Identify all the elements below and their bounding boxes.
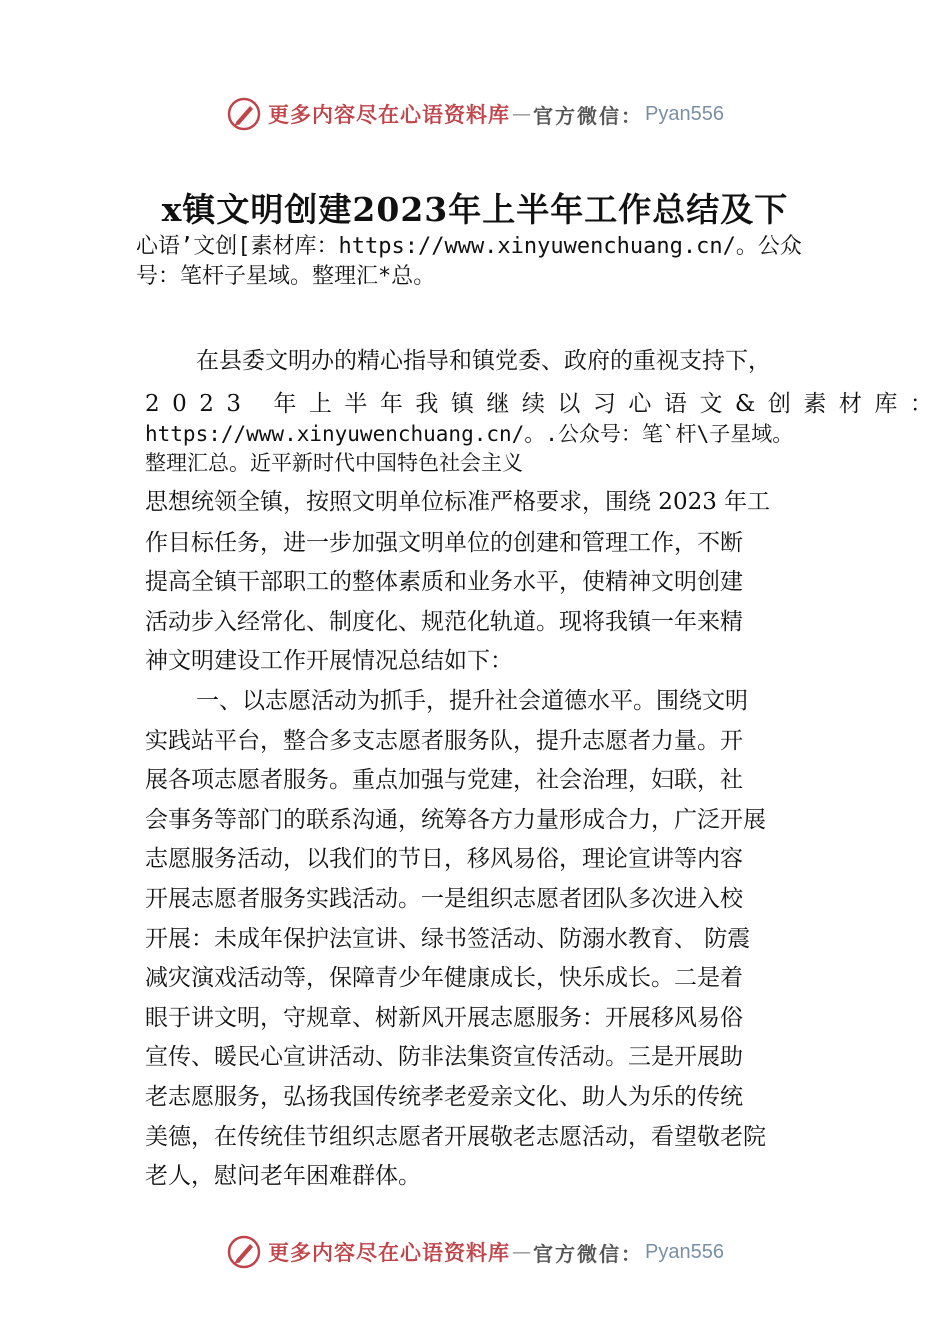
paragraph-line: 提高全镇干部职工的整体素质和业务水平，使精神文明创建 [145, 569, 743, 595]
paragraph-line: 展各项志愿者服务。重点加强与党建，社会治理，妇联，社 [145, 767, 743, 793]
paragraph-line: 实践站平台，整合多支志愿者服务队，提升志愿者力量。开 [145, 728, 743, 754]
paragraph-line: 作目标任务，进一步加强文明单位的创建和管理工作，不断 [145, 530, 743, 556]
banner-wechat-label: 官方微信： [533, 103, 644, 128]
banner-dash: — [512, 1241, 532, 1263]
paragraph-line: 开展志愿者服务实践活动。一是组织志愿者团队多次进入校 [145, 886, 743, 912]
paragraph-line: https://www.xinyuwenchuang.cn/。.公众号：笔`杆\子星域。 [145, 422, 794, 446]
watermark-line-2: 号：笔杆子星域。整理汇*总。 [136, 264, 436, 289]
paragraph-line: 宣传、暖民心宣讲活动、防非法集资宣传活动。三是开展助 [145, 1044, 743, 1070]
paragraph-line: 神文明建设工作开展情况总结如下： [145, 648, 513, 674]
paragraph-line: 减灾演戏活动等，保障青少年健康成长，快乐成长。二是着 [145, 965, 743, 991]
paragraph-line: 在县委文明办的精心指导和镇党委、政府的重视支持下， [196, 348, 771, 374]
pen-logo-icon [226, 1234, 262, 1270]
banner-red-text: 更多内容尽在心语资料库 [268, 1240, 511, 1265]
paragraph-line: 老人，慰问老年困难群体。 [145, 1163, 421, 1189]
watermark-line-1: 心语’文创[素材库：https://www.xinyuwenchuang.cn/。公众 [136, 234, 802, 259]
banner-red-text: 更多内容尽在心语资料库 [268, 102, 511, 127]
paragraph-line: 开展：未成年保护法宣讲、绿书签活动、防溺水教育、 防震 [145, 926, 751, 952]
document-title: x镇文明创建2023年上半年工作总结及下 [161, 190, 789, 229]
paragraph-line: 整理汇总。近平新时代中国特色社会主义 [145, 451, 523, 475]
paragraph-line: 2023 年上半年我镇继续以习心语文&创素材库： [145, 391, 946, 417]
paragraph-line: 老志愿服务，弘扬我国传统孝老爱亲文化、助人为乐的传统 [145, 1084, 743, 1110]
pen-logo-icon [226, 96, 262, 132]
paragraph-line: 志愿服务活动，以我们的节日，移风易俗，理论宣讲等内容 [145, 846, 743, 872]
paragraph-line: 活动步入经常化、制度化、规范化轨道。现将我镇一年来精 [145, 609, 743, 635]
paragraph-line: 思想统领全镇，按照文明单位标准严格要求，围绕 2023 年工 [145, 489, 771, 515]
paragraph-line: 眼于讲文明，守规章、树新风开展志愿服务：开展移风易俗 [145, 1005, 743, 1031]
paragraph-line: 一、以志愿活动为抓手，提升社会道德水平。围绕文明 [196, 688, 748, 714]
paragraph-line: 会事务等部门的联系沟通，统筹各方力量形成合力，广泛开展 [145, 807, 766, 833]
header-banner [0, 94, 950, 134]
banner-dash: — [512, 103, 532, 125]
paragraph-line: 美德，在传统佳节组织志愿者开展敬老志愿活动，看望敬老院 [145, 1124, 766, 1150]
banner-wechat-id: Pyan556 [645, 102, 724, 125]
banner-wechat-id: Pyan556 [645, 1240, 724, 1263]
footer-banner [0, 1232, 950, 1272]
banner-wechat-label: 官方微信： [533, 1241, 644, 1266]
